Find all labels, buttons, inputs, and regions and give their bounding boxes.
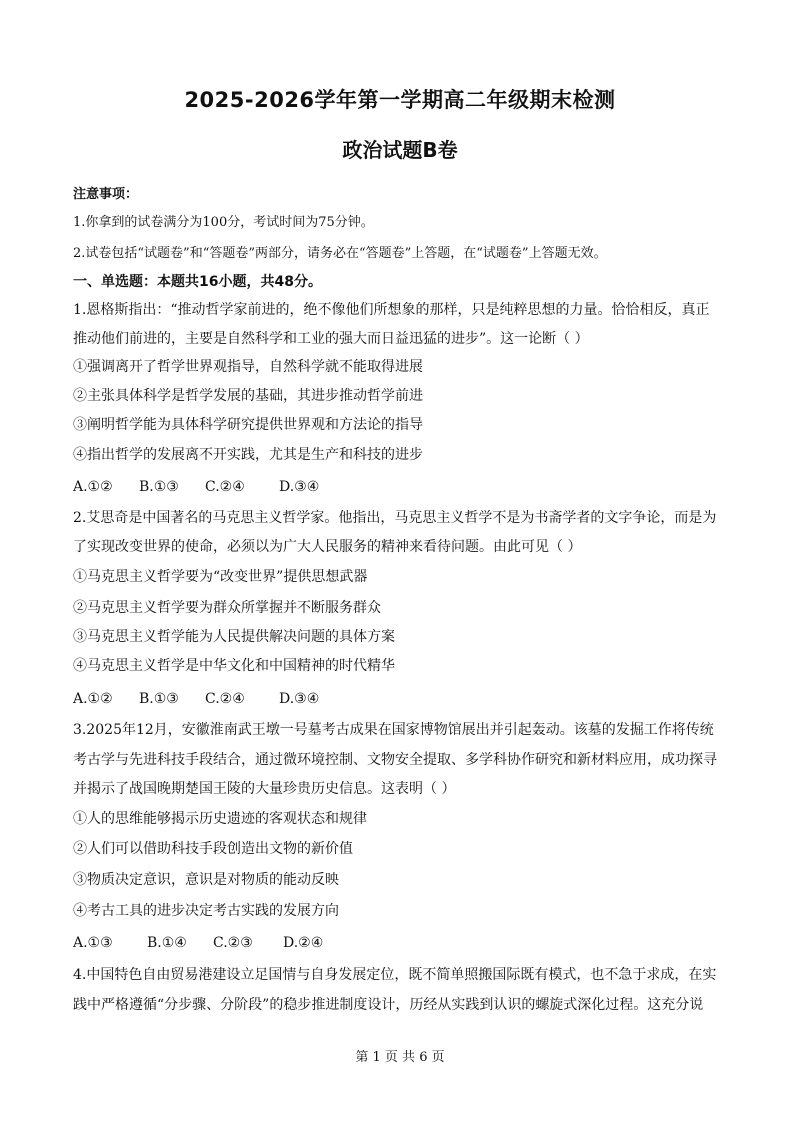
section-heading: 一、单选题：本题共16小题，共48分。	[73, 274, 322, 290]
question-item: ④考古工具的进步决定考古实践的发展方向	[73, 903, 339, 919]
question-item: ②人们可以借助科技手段创造出文物的新价值	[73, 841, 353, 857]
question-item: ①强调离开了哲学世界观指导，自然科学就不能取得进展	[73, 359, 423, 375]
option-c: C.②③	[213, 935, 253, 951]
question-stem-line: 4.中国特色自由贸易港建设立足国情与自身发展定位，既不简单照搬国际既有模式，也不急于求成，在实	[73, 967, 717, 983]
question-item: ①人的思维能够揭示历史遗迹的客观状态和规律	[73, 811, 367, 827]
question-stem-line: 1.恩格斯指出：“推动哲学家前进的，绝不像他们所想象的那样，只是纯粹思想的力量。恰恰相反，真正	[73, 302, 710, 318]
answer-options	[73, 934, 738, 952]
option-a: A.①②	[73, 691, 113, 707]
question-stem-line: 3.2025年12月，安徽淮南武王墩一号墓考古成果在国家博物馆展出并引起轰动。该墓的发掘工作将传统	[73, 722, 714, 738]
exam-title: 2025-2026学年第一学期高二年级期末检测	[184, 88, 616, 112]
option-b: B.①③	[139, 691, 179, 707]
question-item: ②马克思主义哲学要为群众所掌握并不断服务群众	[73, 600, 381, 616]
question-stem-line: 推动他们前进的，主要是自然科学和工业的强大而日益迅猛的进步”。这一论断（ ）	[73, 331, 589, 347]
question-item: ④马克思主义哲学是中华文化和中国精神的时代精华	[73, 658, 395, 674]
question-stem-line: 了实现改变世界的使命，必须以为广大人民服务的精神来看待问题。由此可见（ ）	[73, 539, 582, 555]
option-b: B.①④	[147, 935, 187, 951]
option-d: D.②④	[283, 935, 324, 951]
question-stem-line: 践中严格遵循“分步骤、分阶段”的稳步推进制度设计，历经从实践到认识的螺旋式深化过程。这充分说	[73, 997, 704, 1013]
option-d: D.③④	[279, 479, 320, 495]
notice-heading: 注意事项：	[73, 187, 139, 202]
notice-item: 2.试卷包括“试题卷”和“答题卷”两部分，请务必在“答题卷”上答题，在“试题卷”上答题无效。	[73, 246, 607, 261]
option-a: A.①②	[73, 479, 113, 495]
option-c: C.②④	[205, 691, 245, 707]
question-stem-line: 并揭示了战国晚期楚国王陵的大量珍贵历史信息。这表明（ ）	[73, 781, 456, 797]
question-stem-line: 考古学与先进科技手段结合，通过微环境控制、文物安全提取、多学科协作研究和新材料应用，成功探寻	[73, 752, 717, 768]
question-item: ①马克思主义哲学要为“改变世界”提供思想武器	[73, 569, 368, 585]
question-item: ③马克思主义哲学能为人民提供解决问题的具体方案	[73, 629, 395, 645]
question-item: ②主张具体科学是哲学发展的基础，其进步推动哲学前进	[73, 388, 423, 404]
option-a: A.①③	[73, 935, 113, 951]
option-c: C.②④	[205, 479, 245, 495]
page-number: 第 1 页 共 6 页	[355, 1050, 445, 1065]
question-item: ④指出哲学的发展离不开实践，尤其是生产和科技的进步	[73, 447, 423, 463]
notice-item: 1.你拿到的试卷满分为100分，考试时间为75分钟。	[73, 215, 374, 230]
question-item: ③物质决定意识，意识是对物质的能动反映	[73, 872, 339, 888]
answer-options	[73, 690, 738, 708]
option-b: B.①③	[139, 479, 179, 495]
question-item: ③阐明哲学能为具体科学研究提供世界观和方法论的指导	[73, 417, 423, 433]
option-d: D.③④	[279, 691, 320, 707]
exam-subtitle: 政治试题B卷	[342, 138, 458, 162]
question-stem-line: 2.艾思奇是中国著名的马克思主义哲学家。他指出，马克思主义哲学不是为书斋学者的文字争论，而是为	[73, 510, 717, 526]
answer-options	[73, 478, 738, 496]
